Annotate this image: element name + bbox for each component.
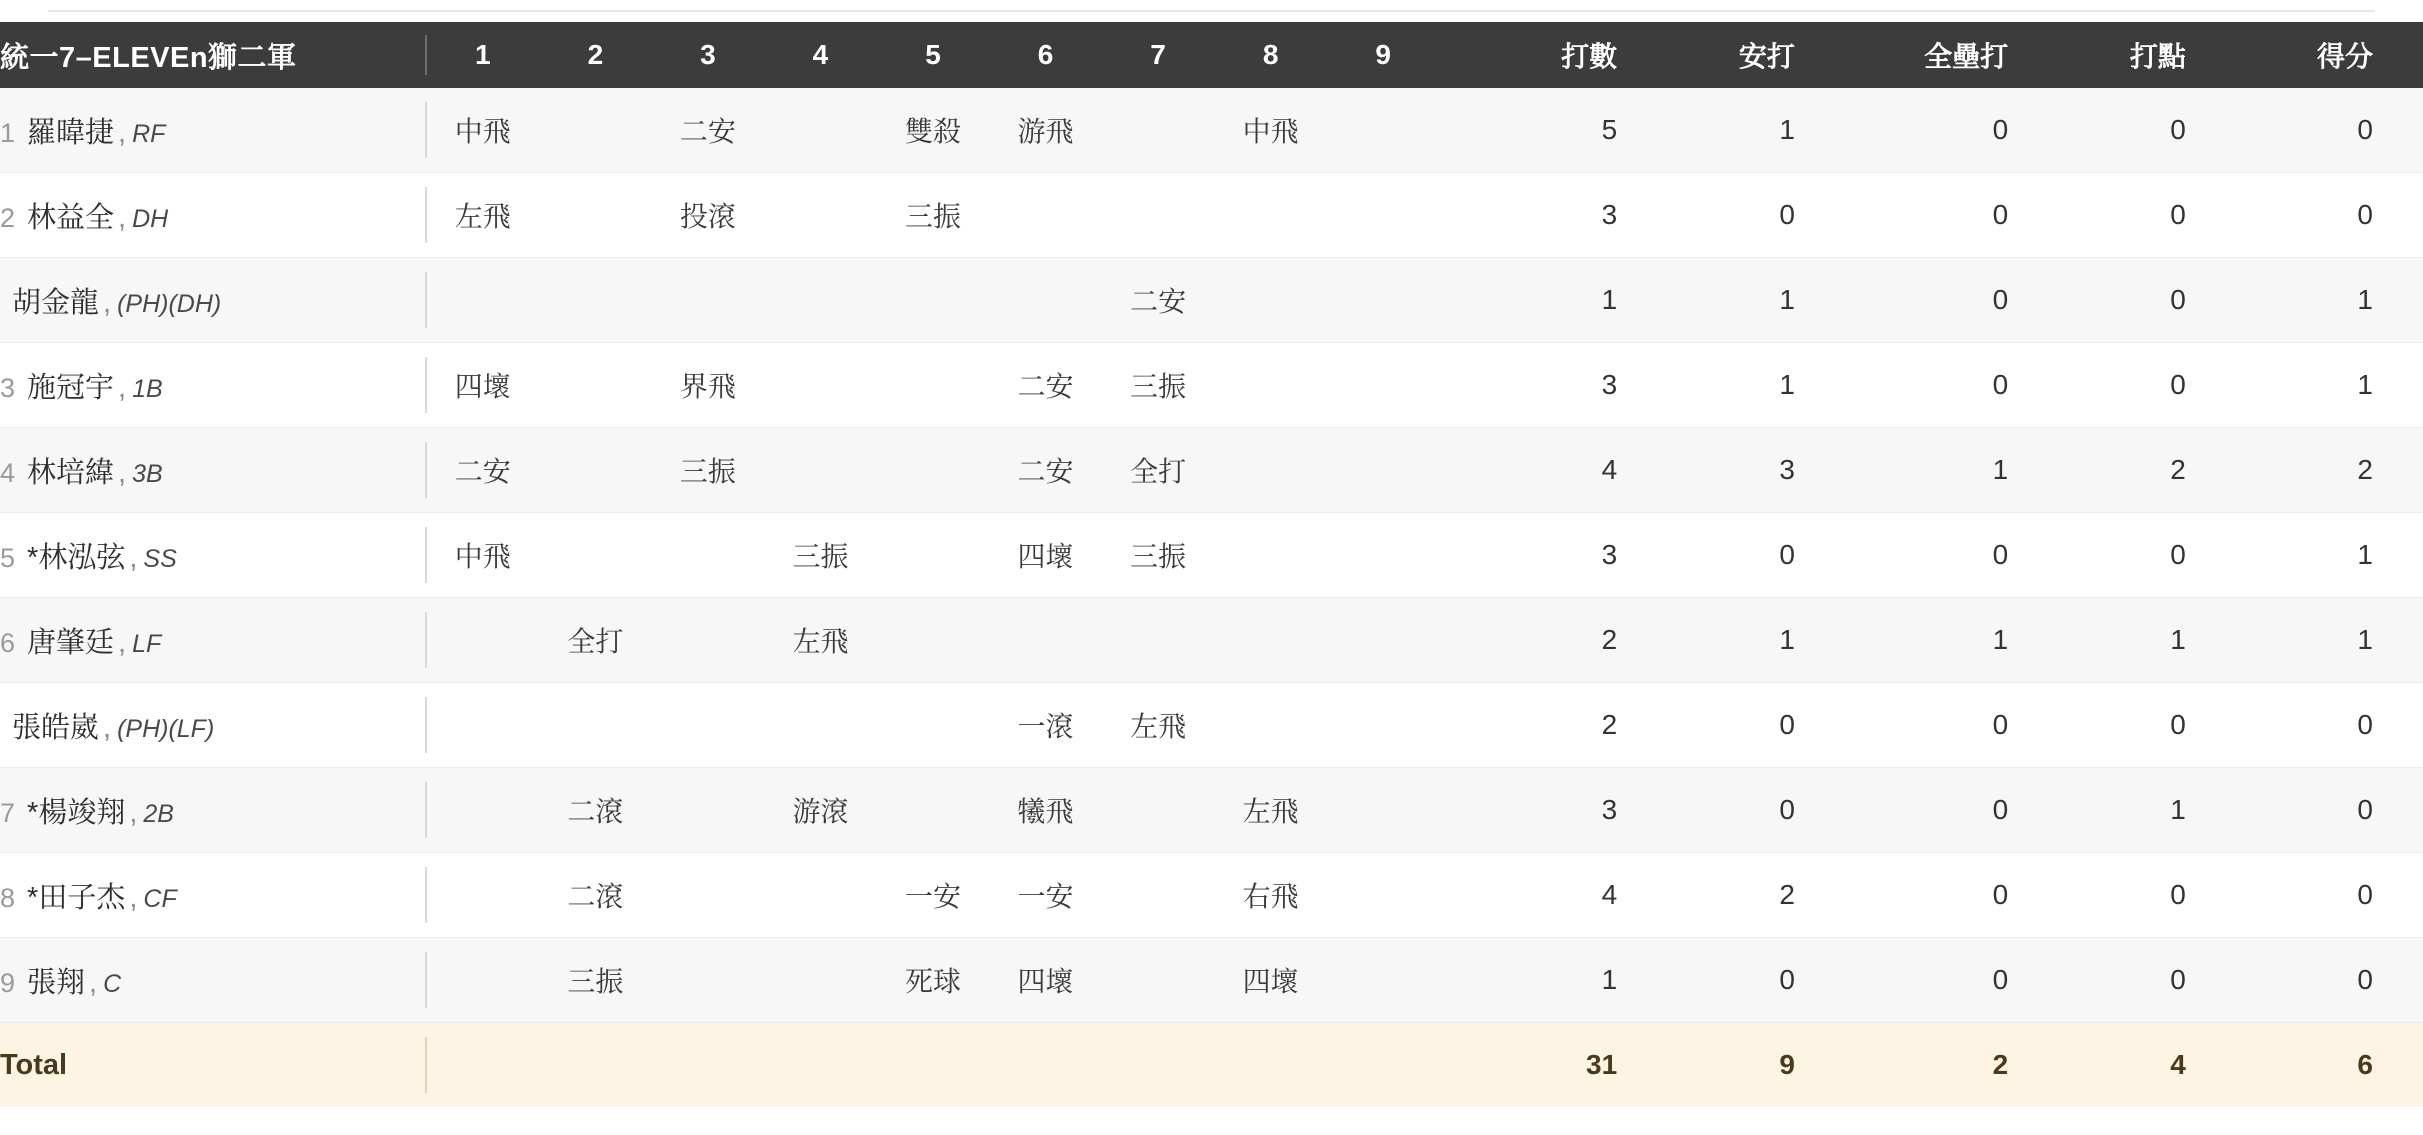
stat-home-runs: 0 <box>1795 853 2008 938</box>
stat-rbi: 0 <box>2008 258 2186 343</box>
stat-runs: 1 <box>2186 513 2423 598</box>
stat-at-bats: 4 <box>1439 428 1617 513</box>
play-cell-inning-6 <box>989 173 1102 258</box>
play-cell-inning-1: 四壞 <box>427 343 540 428</box>
table-row[interactable] <box>0 513 2423 598</box>
total-label: Total <box>0 1048 68 1081</box>
play-cell-inning-5 <box>877 683 990 768</box>
stat-rbi: 0 <box>2008 173 2186 258</box>
play-cell-inning-8: 中飛 <box>1214 88 1327 173</box>
player-cell[interactable] <box>0 173 427 258</box>
team-name-header <box>0 22 427 88</box>
stat-home-runs: 0 <box>1795 258 2008 343</box>
name-separator: , <box>103 286 112 319</box>
name-separator: , <box>89 966 98 999</box>
player-cell[interactable] <box>0 853 427 938</box>
play-cell-inning-4 <box>764 428 877 513</box>
play-cell-inning-4 <box>764 853 877 938</box>
play-cell-inning-4: 游滾 <box>764 768 877 853</box>
play-cell-inning-7 <box>1102 768 1215 853</box>
header-divider <box>425 35 427 75</box>
row-divider <box>425 187 427 243</box>
stat-at-bats: 4 <box>1439 853 1617 938</box>
table-header <box>0 22 2423 88</box>
play-cell-inning-5 <box>877 258 990 343</box>
batting-order: 8 <box>0 882 16 913</box>
stat-hits: 3 <box>1617 428 1795 513</box>
inning-header-8: 8 <box>1262 39 1279 70</box>
play-cell-inning-8 <box>1214 513 1327 598</box>
total-inning-3 <box>652 1023 765 1108</box>
name-separator: , <box>118 456 127 489</box>
table-row[interactable] <box>0 938 2423 1023</box>
play-cell-inning-2 <box>539 428 652 513</box>
play-cell-inning-2: 二滾 <box>539 768 652 853</box>
batting-order: 9 <box>0 967 16 998</box>
play-cell-inning-6: 犧飛 <box>989 768 1102 853</box>
play-cell-inning-9 <box>1327 938 1440 1023</box>
play-cell-inning-7 <box>1102 938 1215 1023</box>
stat-hits: 0 <box>1617 173 1795 258</box>
player-position: CF <box>143 884 177 913</box>
stat-home-runs: 0 <box>1795 683 2008 768</box>
stat-hits: 1 <box>1617 88 1795 173</box>
stat-header-runs: 得分 <box>2316 41 2373 72</box>
play-cell-inning-4 <box>764 258 877 343</box>
stat-runs: 0 <box>2186 88 2423 173</box>
total-row <box>0 1023 2423 1108</box>
play-cell-inning-3 <box>652 768 765 853</box>
name-separator: , <box>129 881 138 914</box>
play-cell-inning-1 <box>427 853 540 938</box>
total-inning-5 <box>877 1023 990 1108</box>
stat-at-bats: 2 <box>1439 683 1617 768</box>
play-cell-inning-7: 二安 <box>1102 258 1215 343</box>
player-position: SS <box>143 544 177 573</box>
play-cell-inning-7 <box>1102 173 1215 258</box>
play-cell-inning-9 <box>1327 428 1440 513</box>
stat-header-home-runs: 全壘打 <box>1924 41 2009 72</box>
row-divider <box>425 442 427 498</box>
inning-header-5: 5 <box>925 39 941 70</box>
play-cell-inning-1: 二安 <box>427 428 540 513</box>
play-cell-inning-9 <box>1327 598 1440 683</box>
player-cell[interactable] <box>0 598 427 683</box>
player-cell[interactable] <box>0 258 427 343</box>
total-inning-1 <box>427 1023 540 1108</box>
play-cell-inning-3 <box>652 258 765 343</box>
play-cell-inning-4 <box>764 938 877 1023</box>
batting-order: 2 <box>0 202 16 233</box>
batting-order: 6 <box>0 627 16 658</box>
row-divider <box>425 697 427 753</box>
inning-header-4: 4 <box>812 39 829 70</box>
row-divider <box>425 102 427 158</box>
batting-order: 7 <box>0 797 16 828</box>
play-cell-inning-6: 一滾 <box>989 683 1102 768</box>
play-cell-inning-7 <box>1102 88 1215 173</box>
batting-order: 3 <box>0 372 16 403</box>
play-cell-inning-7 <box>1102 598 1215 683</box>
play-cell-inning-8 <box>1214 173 1327 258</box>
stat-hits: 0 <box>1617 768 1795 853</box>
stat-hits: 0 <box>1617 938 1795 1023</box>
play-cell-inning-9 <box>1327 853 1440 938</box>
row-divider <box>425 272 427 328</box>
play-cell-inning-7: 三振 <box>1102 343 1215 428</box>
player-cell[interactable] <box>0 343 427 428</box>
play-cell-inning-9 <box>1327 768 1440 853</box>
header-row <box>0 22 2423 88</box>
play-cell-inning-6 <box>989 258 1102 343</box>
play-cell-inning-3: 投滾 <box>652 173 765 258</box>
player-position: 2B <box>143 799 174 828</box>
stat-runs: 0 <box>2186 938 2423 1023</box>
player-position: LF <box>132 629 162 658</box>
play-cell-inning-4 <box>764 173 877 258</box>
total-runs: 6 <box>2357 1049 2373 1080</box>
name-separator: , <box>118 201 127 234</box>
stat-rbi: 0 <box>2008 88 2186 173</box>
play-cell-inning-8: 四壞 <box>1214 938 1327 1023</box>
play-cell-inning-5: 三振 <box>877 173 990 258</box>
play-cell-inning-3: 界飛 <box>652 343 765 428</box>
play-cell-inning-1 <box>427 598 540 683</box>
stat-runs: 0 <box>2186 683 2423 768</box>
play-cell-inning-9 <box>1327 683 1440 768</box>
player-cell[interactable] <box>0 683 427 768</box>
player-name: 胡金龍 <box>12 286 100 319</box>
player-cell[interactable] <box>0 513 427 598</box>
play-cell-inning-8 <box>1214 343 1327 428</box>
player-name: *楊竣翔 <box>27 796 126 829</box>
stat-home-runs: 0 <box>1795 513 2008 598</box>
stat-hits: 1 <box>1617 343 1795 428</box>
stat-rbi: 0 <box>2008 513 2186 598</box>
stat-home-runs: 0 <box>1795 88 2008 173</box>
stat-runs: 0 <box>2186 173 2423 258</box>
stat-runs: 1 <box>2186 343 2423 428</box>
play-cell-inning-5 <box>877 343 990 428</box>
stat-hits: 1 <box>1617 598 1795 683</box>
play-cell-inning-4: 左飛 <box>764 598 877 683</box>
stat-home-runs: 0 <box>1795 173 2008 258</box>
play-cell-inning-8 <box>1214 428 1327 513</box>
total-inning-7 <box>1102 1023 1215 1108</box>
table-row[interactable] <box>0 428 2423 513</box>
stat-home-runs: 0 <box>1795 938 2008 1023</box>
name-separator: , <box>129 541 138 574</box>
inning-header-1: 1 <box>475 39 491 70</box>
name-separator: , <box>118 371 127 404</box>
inning-header-7: 7 <box>1150 39 1166 70</box>
play-cell-inning-6: 游飛 <box>989 88 1102 173</box>
play-cell-inning-9 <box>1327 173 1440 258</box>
play-cell-inning-5: 雙殺 <box>877 88 990 173</box>
play-cell-inning-2 <box>539 683 652 768</box>
table-body <box>0 88 2423 1107</box>
total-hits: 9 <box>1779 1049 1795 1080</box>
stat-rbi: 0 <box>2008 938 2186 1023</box>
play-cell-inning-5 <box>877 428 990 513</box>
stat-hits: 0 <box>1617 683 1795 768</box>
row-divider <box>425 357 427 413</box>
stat-runs: 2 <box>2186 428 2423 513</box>
play-cell-inning-9 <box>1327 513 1440 598</box>
stat-runs: 0 <box>2186 768 2423 853</box>
total-rbi: 4 <box>2170 1049 2186 1080</box>
play-cell-inning-9 <box>1327 343 1440 428</box>
stat-home-runs: 0 <box>1795 768 2008 853</box>
play-cell-inning-3 <box>652 683 765 768</box>
play-cell-inning-3 <box>652 598 765 683</box>
inning-header-9: 9 <box>1375 39 1391 70</box>
player-position: RF <box>132 119 166 148</box>
play-cell-inning-6: 二安 <box>989 343 1102 428</box>
player-position: 3B <box>132 459 163 488</box>
play-cell-inning-3 <box>652 938 765 1023</box>
play-cell-inning-7 <box>1102 853 1215 938</box>
player-name: 張皓崴 <box>12 711 100 744</box>
player-position: DH <box>132 204 169 233</box>
player-name: 施冠宇 <box>27 371 115 404</box>
play-cell-inning-2: 全打 <box>539 598 652 683</box>
player-name: 林益全 <box>27 201 115 234</box>
play-cell-inning-2: 二滾 <box>539 853 652 938</box>
total-inning-8 <box>1214 1023 1327 1108</box>
play-cell-inning-5 <box>877 768 990 853</box>
play-cell-inning-3 <box>652 853 765 938</box>
team-name-label: 統一7–ELEVEn獅二軍 <box>0 41 297 74</box>
stat-at-bats: 1 <box>1439 258 1617 343</box>
row-divider <box>425 612 427 668</box>
play-cell-inning-1 <box>427 768 540 853</box>
player-name: *林泓弦 <box>27 541 126 574</box>
total-home-runs: 2 <box>1992 1049 2009 1080</box>
name-separator: , <box>129 796 138 829</box>
play-cell-inning-6: 四壞 <box>989 513 1102 598</box>
play-cell-inning-8 <box>1214 598 1327 683</box>
row-divider <box>425 782 427 838</box>
stat-at-bats: 3 <box>1439 343 1617 428</box>
play-cell-inning-1 <box>427 258 540 343</box>
total-label-cell <box>0 1023 427 1108</box>
play-cell-inning-5: 一安 <box>877 853 990 938</box>
play-cell-inning-5 <box>877 598 990 683</box>
stat-at-bats: 5 <box>1439 88 1617 173</box>
batting-order: 5 <box>0 542 16 573</box>
play-cell-inning-8 <box>1214 258 1327 343</box>
table-row[interactable] <box>0 768 2423 853</box>
play-cell-inning-3: 二安 <box>652 88 765 173</box>
total-inning-9 <box>1327 1023 1440 1108</box>
player-cell[interactable] <box>0 428 427 513</box>
stat-home-runs: 0 <box>1795 343 2008 428</box>
play-cell-inning-2 <box>539 513 652 598</box>
play-cell-inning-6: 四壞 <box>989 938 1102 1023</box>
stat-at-bats: 3 <box>1439 768 1617 853</box>
play-cell-inning-2: 三振 <box>539 938 652 1023</box>
player-name: 張翔 <box>27 966 86 999</box>
stat-rbi: 2 <box>2008 428 2186 513</box>
batting-order: 4 <box>0 457 16 488</box>
table-row[interactable] <box>0 258 2423 343</box>
stat-rbi: 0 <box>2008 343 2186 428</box>
stat-at-bats: 2 <box>1439 598 1617 683</box>
play-cell-inning-9 <box>1327 88 1440 173</box>
total-inning-6 <box>989 1023 1102 1108</box>
play-cell-inning-1: 中飛 <box>427 513 540 598</box>
play-cell-inning-1 <box>427 683 540 768</box>
stat-rbi: 1 <box>2008 598 2186 683</box>
player-position: C <box>103 969 122 998</box>
player-position: (PH)(DH) <box>117 289 222 318</box>
player-name: 林培緯 <box>27 456 115 489</box>
total-at-bats: 31 <box>1586 1049 1618 1080</box>
stat-hits: 1 <box>1617 258 1795 343</box>
top-divider <box>48 10 2375 12</box>
total-inning-2 <box>539 1023 652 1108</box>
play-cell-inning-6 <box>989 598 1102 683</box>
play-cell-inning-7: 全打 <box>1102 428 1215 513</box>
row-divider <box>425 867 427 923</box>
stat-hits: 2 <box>1617 853 1795 938</box>
stat-runs: 1 <box>2186 598 2423 683</box>
play-cell-inning-7: 三振 <box>1102 513 1215 598</box>
play-cell-inning-3 <box>652 513 765 598</box>
player-name: 唐肇廷 <box>27 626 115 659</box>
inning-header-2: 2 <box>587 39 604 70</box>
play-cell-inning-4: 三振 <box>764 513 877 598</box>
play-cell-inning-6: 一安 <box>989 853 1102 938</box>
stat-header-rbi: 打點 <box>2129 41 2186 72</box>
table-row[interactable] <box>0 598 2423 683</box>
stat-rbi: 0 <box>2008 683 2186 768</box>
row-divider <box>425 1037 427 1093</box>
name-separator: , <box>118 626 127 659</box>
total-inning-4 <box>764 1023 877 1108</box>
stat-header-hits: 安打 <box>1738 41 1795 72</box>
play-cell-inning-4 <box>764 683 877 768</box>
play-cell-inning-6: 二安 <box>989 428 1102 513</box>
name-separator: , <box>103 711 112 744</box>
table-row[interactable] <box>0 683 2423 768</box>
play-cell-inning-8: 右飛 <box>1214 853 1327 938</box>
stat-home-runs: 1 <box>1795 598 2008 683</box>
play-cell-inning-8 <box>1214 683 1327 768</box>
player-position: 1B <box>132 374 163 403</box>
stat-runs: 1 <box>2186 258 2423 343</box>
player-name: *田子杰 <box>27 881 126 914</box>
row-divider <box>425 527 427 583</box>
play-cell-inning-2 <box>539 88 652 173</box>
stat-at-bats: 3 <box>1439 173 1617 258</box>
player-position: (PH)(LF) <box>117 714 215 743</box>
stat-rbi: 1 <box>2008 768 2186 853</box>
stat-at-bats: 1 <box>1439 938 1617 1023</box>
play-cell-inning-5: 死球 <box>877 938 990 1023</box>
stat-header-at-bats: 打數 <box>1561 41 1618 72</box>
row-divider <box>425 952 427 1008</box>
stat-home-runs: 1 <box>1795 428 2008 513</box>
player-cell[interactable] <box>0 768 427 853</box>
table-row[interactable] <box>0 853 2423 938</box>
name-separator: , <box>118 116 127 149</box>
inning-header-6: 6 <box>1037 39 1054 70</box>
player-name: 羅暐捷 <box>27 116 115 149</box>
inning-header-3: 3 <box>700 39 716 70</box>
table-row[interactable] <box>0 88 2423 173</box>
table-row[interactable] <box>0 343 2423 428</box>
play-cell-inning-4 <box>764 343 877 428</box>
player-cell[interactable] <box>0 938 427 1023</box>
play-cell-inning-3: 三振 <box>652 428 765 513</box>
play-cell-inning-4 <box>764 88 877 173</box>
play-cell-inning-5 <box>877 513 990 598</box>
stat-rbi: 0 <box>2008 853 2186 938</box>
play-cell-inning-2 <box>539 343 652 428</box>
play-cell-inning-1: 中飛 <box>427 88 540 173</box>
play-cell-inning-8: 左飛 <box>1214 768 1327 853</box>
play-cell-inning-2 <box>539 173 652 258</box>
play-cell-inning-1 <box>427 938 540 1023</box>
play-cell-inning-2 <box>539 258 652 343</box>
stat-at-bats: 3 <box>1439 513 1617 598</box>
play-cell-inning-1: 左飛 <box>427 173 540 258</box>
stat-runs: 0 <box>2186 853 2423 938</box>
play-cell-inning-9 <box>1327 258 1440 343</box>
batting-boxscore-table <box>0 22 2423 1107</box>
player-cell[interactable] <box>0 88 427 173</box>
stat-hits: 0 <box>1617 513 1795 598</box>
batting-order: 1 <box>0 117 16 148</box>
table-row[interactable] <box>0 173 2423 258</box>
play-cell-inning-7: 左飛 <box>1102 683 1215 768</box>
